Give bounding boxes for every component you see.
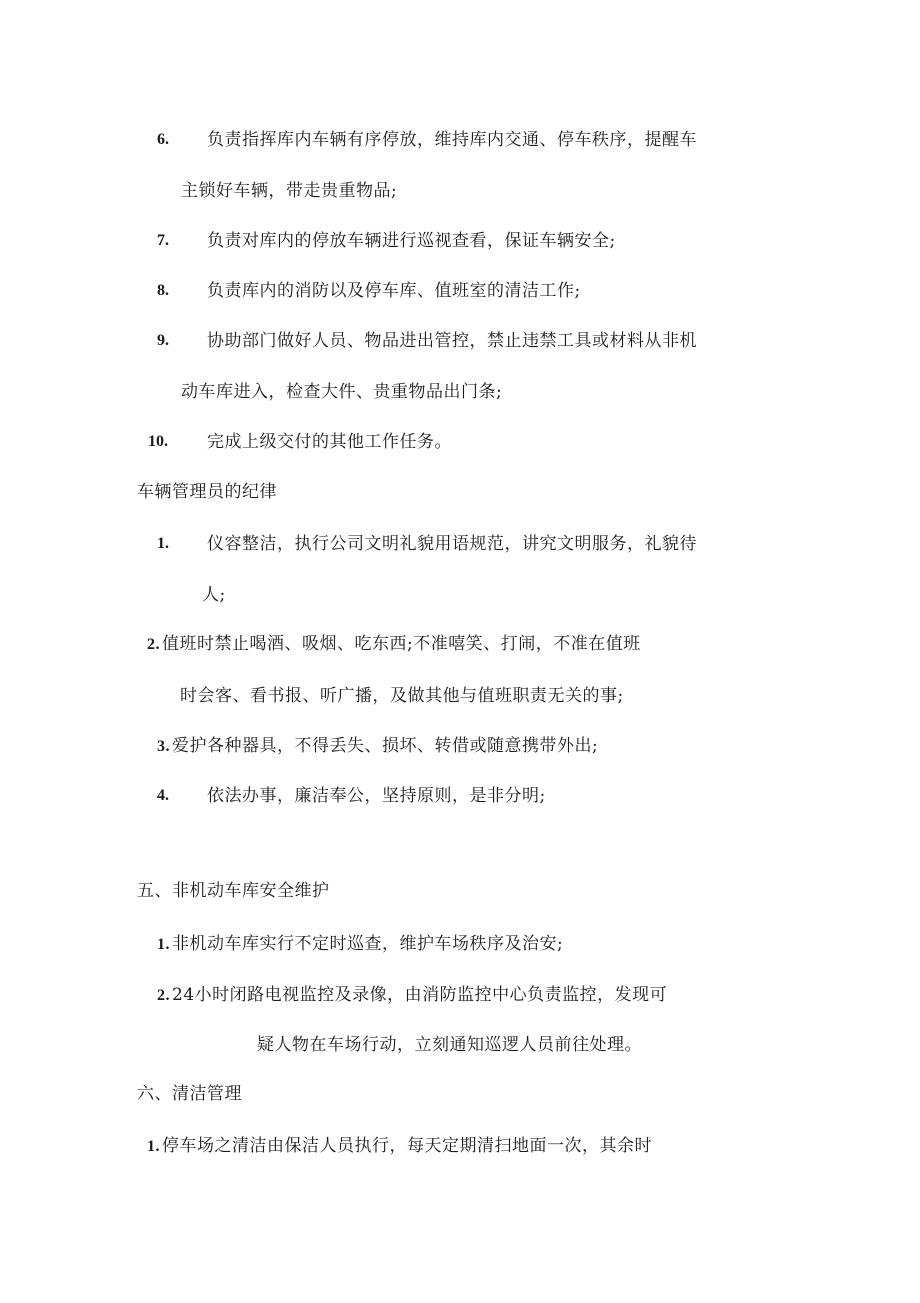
discipline-2-number: 2. <box>147 636 160 653</box>
duty-10-number: 10. <box>148 433 168 450</box>
duty-7-line-1: 负责对库内的停放车辆进行巡视查看，保证车辆安全; <box>207 231 616 251</box>
duty-9-number: 9. <box>157 332 169 349</box>
discipline-2-line-1 <box>147 632 641 657</box>
duty-6-line-2: 主锁好车辆，带走贵重物品; <box>181 181 398 201</box>
discipline-3-line-1 <box>157 734 598 759</box>
duty-6-line-1: 负责指挥库内车辆有序停放，维持库内交通、停车秩序，提醒车 <box>207 130 697 150</box>
discipline-4-line-1: 依法办事，廉洁奉公，坚持原则，是非分明; <box>207 786 546 806</box>
duty-7-number: 7. <box>157 232 169 249</box>
cleaning-1-line-1 <box>147 1134 652 1159</box>
duty-9-line-2: 动车库进入，检查大件、贵重物品出门条; <box>181 382 503 402</box>
duty-9-line-1: 协助部门做好人员、物品进出管控，禁止违禁工具或材料从非机 <box>207 331 697 351</box>
duty-10-line-1: 完成上级交付的其他工作任务。 <box>207 432 452 452</box>
duty-8-number: 8. <box>157 282 169 299</box>
security-1-line-1 <box>157 932 563 957</box>
discipline-3-text: 爱护各种器具，不得丢失、损坏、转借或随意携带外出; <box>172 736 599 756</box>
discipline-2-text: 值班时禁止喝酒、吸烟、吃东西;不准嘻笑、打闹，不准在值班 <box>162 634 641 654</box>
cleaning-1-number: 1. <box>147 1138 160 1155</box>
discipline-1-line-1: 仪容整洁，执行公司文明礼貌用语规范，讲究文明服务，礼貌待 <box>207 534 697 554</box>
discipline-1-line-2: 人; <box>202 585 226 605</box>
security-heading: 五、非机动车库安全维护 <box>137 881 330 901</box>
discipline-3-number: 3. <box>157 738 170 755</box>
security-2-line-2: 疑人物在车场行动，立刻通知巡逻人员前往处理。 <box>257 1035 642 1055</box>
security-2-text: 24小时闭路电视监控及录像，由消防监控中心负责监控，发现可 <box>172 985 668 1005</box>
discipline-heading: 车辆管理员的纪律 <box>137 482 277 502</box>
discipline-1-number: 1. <box>157 535 169 552</box>
security-2-number: 2. <box>157 987 170 1004</box>
cleaning-1-text: 停车场之清洁由保洁人员执行，每天定期清扫地面一次，其余时 <box>162 1136 652 1156</box>
discipline-2-line-2: 时会客、看书报、听广播，及做其他与值班职责无关的事; <box>180 686 624 706</box>
security-1-text: 非机动车库实行不定时巡查，维护车场秩序及治安; <box>172 934 564 954</box>
cleaning-heading: 六、清洁管理 <box>137 1084 242 1104</box>
security-2-line-1 <box>157 983 667 1008</box>
security-1-number: 1. <box>157 936 170 953</box>
duty-8-line-1: 负责库内的消防以及停车库、值班室的清洁工作; <box>207 281 581 301</box>
discipline-4-number: 4. <box>157 787 169 804</box>
duty-6-number: 6. <box>157 131 169 148</box>
